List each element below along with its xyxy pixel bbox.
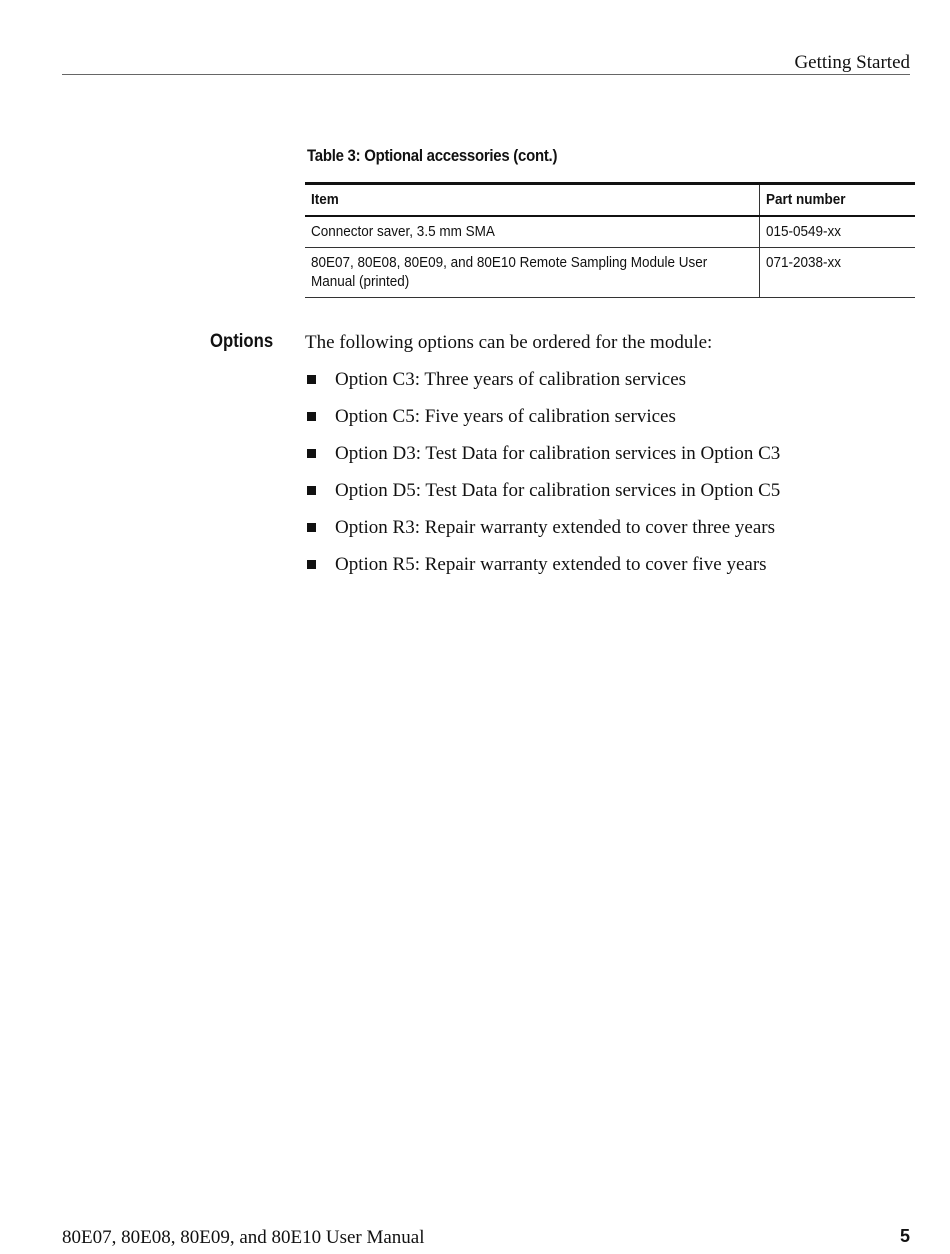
table-row [305, 216, 915, 248]
table-caption: Table 3: Optional accessories (cont.) [307, 146, 558, 165]
square-bullet-icon [307, 375, 316, 384]
accessories-table [305, 182, 915, 298]
list-item: Option R3: Repair warranty extended to cover three years [305, 517, 780, 554]
list-item: Option C5: Five years of calibration services [305, 406, 780, 443]
footer-manual-title: 80E07, 80E08, 80E09, and 80E10 User Manual [62, 1227, 425, 1248]
list-item: Option D3: Test Data for calibration services in Option C3 [305, 443, 780, 480]
header-rule [62, 74, 910, 75]
options-list [305, 369, 780, 591]
options-heading: Options [210, 331, 274, 352]
list-item: Option D5: Test Data for calibration services in Option C5 [305, 480, 780, 517]
square-bullet-icon [307, 449, 316, 458]
table-header-row [305, 184, 915, 217]
table-cell-item: 80E07, 80E08, 80E09, and 80E10 Remote Sampling Module User Manual (printed) [305, 248, 760, 298]
square-bullet-icon [307, 412, 316, 421]
square-bullet-icon [307, 560, 316, 569]
table-cell-part-number: 015-0549-xx [766, 223, 842, 240]
list-item: Option C3: Three years of calibration services [305, 369, 780, 406]
square-bullet-icon [307, 523, 316, 532]
list-item: Option R5: Repair warranty extended to cover five years [305, 554, 780, 591]
options-intro: The following options can be ordered for the module: [305, 332, 713, 353]
table-row [305, 248, 915, 298]
square-bullet-icon [307, 486, 316, 495]
table-cell-item: Connector saver, 3.5 mm SMA [305, 216, 760, 248]
page-number: 5 [899, 1226, 910, 1246]
column-header-part-number: Part number [766, 191, 846, 208]
running-header: Getting Started [794, 52, 910, 73]
column-header-item: Item [305, 184, 760, 217]
table-cell-part-number: 071-2038-xx [766, 254, 842, 271]
